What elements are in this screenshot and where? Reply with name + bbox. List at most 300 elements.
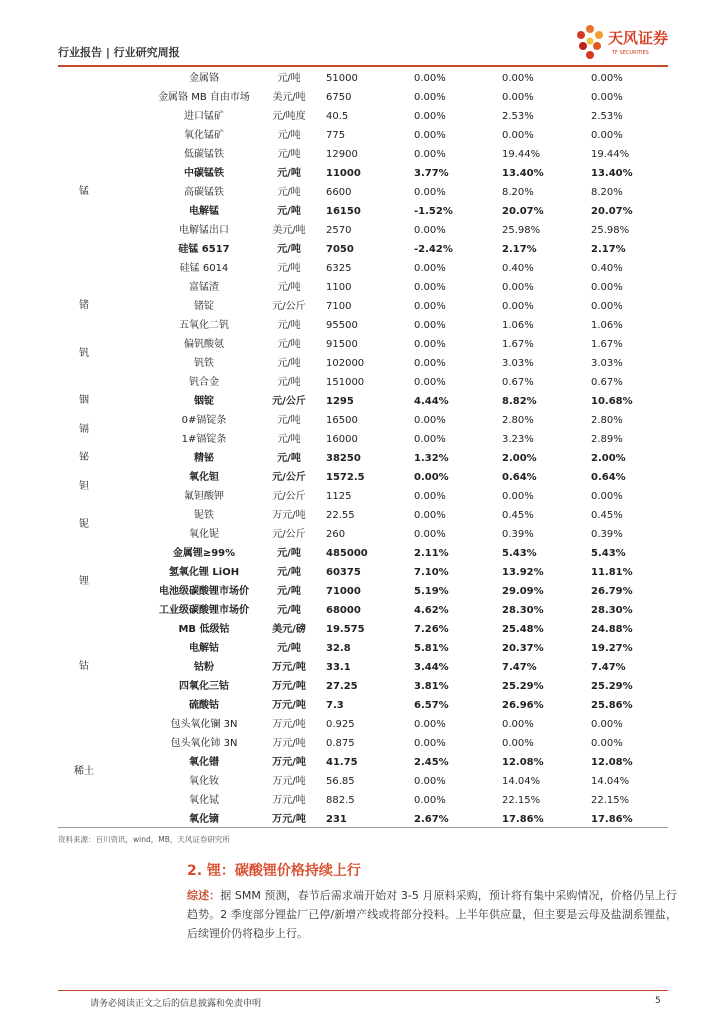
monthly-change-cell: 22.15% xyxy=(502,795,541,806)
unit-cell: 元/公斤 xyxy=(272,529,306,540)
weekly-change-cell: 1.32% xyxy=(414,453,449,464)
ytd-change-cell: 28.30% xyxy=(591,605,633,616)
table-row xyxy=(58,753,668,772)
product-name-cell: 氧化镨 xyxy=(189,757,219,768)
ytd-change-cell: 0.67% xyxy=(591,377,623,388)
price-cell: 1295 xyxy=(326,396,354,407)
table-row xyxy=(58,88,668,107)
category-label: 镉 xyxy=(79,423,89,435)
ytd-change-cell: 22.15% xyxy=(591,795,630,806)
price-cell: 91500 xyxy=(326,339,358,350)
category-label: 铌 xyxy=(79,518,89,530)
unit-cell: 元/吨 xyxy=(277,320,301,331)
ytd-change-cell: 2.53% xyxy=(591,111,623,122)
unit-cell: 万元/吨 xyxy=(272,700,306,711)
weekly-change-cell: 0.00% xyxy=(414,187,446,198)
table-row xyxy=(58,335,668,354)
weekly-change-cell: 0.00% xyxy=(414,149,446,160)
weekly-change-cell: 0.00% xyxy=(414,472,449,483)
monthly-change-cell: 0.00% xyxy=(502,738,534,749)
price-cell: 60375 xyxy=(326,567,361,578)
unit-cell: 元/吨 xyxy=(277,206,301,217)
weekly-change-cell: 5.19% xyxy=(414,586,449,597)
ytd-change-cell: 25.98% xyxy=(591,225,630,236)
table-row xyxy=(58,202,668,221)
weekly-change-cell: 0.00% xyxy=(414,795,446,806)
weekly-change-cell: -1.52% xyxy=(414,206,453,217)
price-cell: 16500 xyxy=(326,415,358,426)
monthly-change-cell: 7.47% xyxy=(502,662,537,673)
table-row xyxy=(58,69,668,88)
unit-cell: 美元/磅 xyxy=(272,624,306,635)
monthly-change-cell: 3.03% xyxy=(502,358,534,369)
product-name-cell: 偏钒酸氨 xyxy=(184,339,224,350)
table-row xyxy=(58,411,668,430)
table-row xyxy=(58,487,668,506)
ytd-change-cell: 5.43% xyxy=(591,548,626,559)
weekly-change-cell: 0.00% xyxy=(414,491,446,502)
weekly-change-cell: 0.00% xyxy=(414,282,446,293)
weekly-change-cell: 6.57% xyxy=(414,700,449,711)
product-name-cell: 硅锰 6517 xyxy=(178,244,230,255)
weekly-change-cell: 4.44% xyxy=(414,396,449,407)
monthly-change-cell: 17.86% xyxy=(502,814,544,825)
price-cell: 231 xyxy=(326,814,347,825)
ytd-change-cell: 7.47% xyxy=(591,662,626,673)
monthly-change-cell: 19.44% xyxy=(502,149,541,160)
product-name-cell: 钴粉 xyxy=(194,662,214,673)
product-name-cell: 富锰渣 xyxy=(189,282,219,293)
product-name-cell: 电解锰 xyxy=(189,206,219,217)
ytd-change-cell: 19.27% xyxy=(591,643,633,654)
table-row xyxy=(58,582,668,601)
unit-cell: 元/吨 xyxy=(277,567,301,578)
ytd-change-cell: 1.67% xyxy=(591,339,623,350)
table-row xyxy=(58,601,668,620)
category-label: 锂 xyxy=(79,575,89,587)
category-label: 钽 xyxy=(79,480,89,492)
table-row xyxy=(58,392,668,411)
product-name-cell: 包头氧化镧 3N xyxy=(170,719,238,730)
monthly-change-cell: 0.00% xyxy=(502,130,534,141)
weekly-change-cell: 0.00% xyxy=(414,776,446,787)
price-cell: 16000 xyxy=(326,434,358,445)
unit-cell: 元/吨 xyxy=(277,187,301,198)
unit-cell: 元/吨 xyxy=(277,415,301,426)
category-label: 锗 xyxy=(79,300,89,311)
ytd-change-cell: 13.40% xyxy=(591,168,633,179)
unit-cell: 元/吨度 xyxy=(272,111,306,122)
ytd-change-cell: 20.07% xyxy=(591,206,633,217)
price-cell: 56.85 xyxy=(326,776,355,787)
header-title: 行业报告 | 行业研究周报 xyxy=(58,46,180,59)
weekly-change-cell: 4.62% xyxy=(414,605,449,616)
unit-cell: 美元/吨 xyxy=(272,225,306,236)
monthly-change-cell: 13.92% xyxy=(502,567,544,578)
weekly-change-cell: 3.81% xyxy=(414,681,449,692)
monthly-change-cell: 25.29% xyxy=(502,681,544,692)
logo-name: 天风证券 xyxy=(608,29,669,47)
table-row xyxy=(58,791,668,810)
ytd-change-cell: 0.00% xyxy=(591,282,623,293)
product-name-cell: MB 低级钴 xyxy=(178,624,230,635)
price-cell: 68000 xyxy=(326,605,361,616)
unit-cell: 元/吨 xyxy=(277,244,301,255)
ytd-change-cell: 2.80% xyxy=(591,415,623,426)
weekly-change-cell: 0.00% xyxy=(414,377,446,388)
unit-cell: 美元/吨 xyxy=(272,92,306,103)
unit-cell: 元/吨 xyxy=(277,358,301,369)
price-cell: 6600 xyxy=(326,187,352,198)
monthly-change-cell: 0.00% xyxy=(502,719,534,730)
footer-disclaimer: 请务必阅读正文之后的信息披露和免责申明 xyxy=(90,999,262,1009)
product-name-cell: 金属铬 xyxy=(189,73,219,84)
price-cell: 7100 xyxy=(326,301,352,312)
price-cell: 6750 xyxy=(326,92,352,103)
price-cell: 7050 xyxy=(326,244,354,255)
monthly-change-cell: 25.48% xyxy=(502,624,544,635)
price-cell: 16150 xyxy=(326,206,361,217)
price-cell: 51000 xyxy=(326,73,358,84)
product-name-cell: 0#镉锭条 xyxy=(181,415,227,426)
unit-cell: 元/吨 xyxy=(277,339,301,350)
product-name-cell: 硅锰 6014 xyxy=(179,263,229,274)
product-name-cell: 电解钴 xyxy=(189,643,219,654)
table-row xyxy=(58,620,668,639)
product-name-cell: 氢氧化锂 LiOH xyxy=(168,567,240,578)
price-cell: 260 xyxy=(326,529,346,540)
product-name-cell: 铌铁 xyxy=(194,510,214,521)
price-cell: 41.75 xyxy=(326,757,358,768)
monthly-change-cell: 1.67% xyxy=(502,339,534,350)
unit-cell: 元/吨 xyxy=(277,130,301,141)
paragraph-lead: 综述： xyxy=(187,889,221,902)
table-row xyxy=(58,145,668,164)
monthly-change-cell: 29.09% xyxy=(502,586,544,597)
price-cell: 11000 xyxy=(326,168,361,179)
price-cell: 7.3 xyxy=(326,700,344,711)
weekly-change-cell: 0.00% xyxy=(414,73,446,84)
product-name-cell: 高碳锰铁 xyxy=(184,187,224,198)
weekly-change-cell: 0.00% xyxy=(414,320,446,331)
product-name-cell: 硫酸钴 xyxy=(189,700,219,711)
weekly-change-cell: 0.00% xyxy=(414,339,446,350)
table-row xyxy=(58,772,668,791)
ytd-change-cell: 0.64% xyxy=(591,472,626,483)
page-number: 5 xyxy=(655,996,661,1006)
ytd-change-cell: 2.17% xyxy=(591,244,626,255)
weekly-change-cell: 0.00% xyxy=(414,510,446,521)
table-row xyxy=(58,734,668,753)
table-row xyxy=(58,639,668,658)
monthly-change-cell: 20.07% xyxy=(502,206,544,217)
category-label: 钒 xyxy=(79,347,89,359)
unit-cell: 元/公斤 xyxy=(272,396,306,407)
ytd-change-cell: 10.68% xyxy=(591,396,633,407)
product-name-cell: 氧化钽 xyxy=(189,472,219,483)
monthly-change-cell: 0.39% xyxy=(502,529,534,540)
product-name-cell: 1#镉锭条 xyxy=(181,434,227,445)
monthly-change-cell: 13.40% xyxy=(502,168,544,179)
product-name-cell: 工业级碳酸锂市场价 xyxy=(159,605,249,616)
section-paragraph xyxy=(187,886,677,943)
unit-cell: 元/吨 xyxy=(277,149,301,160)
unit-cell: 元/吨 xyxy=(277,377,301,388)
table-row xyxy=(58,240,668,259)
price-cell: 71000 xyxy=(326,586,361,597)
unit-cell: 元/公斤 xyxy=(272,491,306,502)
table-row xyxy=(58,715,668,734)
ytd-change-cell: 2.89% xyxy=(591,434,623,445)
price-cell: 0.875 xyxy=(326,738,355,749)
weekly-change-cell: 2.11% xyxy=(414,548,449,559)
monthly-change-cell: 8.20% xyxy=(502,187,534,198)
price-cell: 27.25 xyxy=(326,681,358,692)
ytd-change-cell: 0.00% xyxy=(591,719,623,730)
price-cell: 33.1 xyxy=(326,662,351,673)
product-name-cell: 金属锂≥99% xyxy=(172,548,236,559)
monthly-change-cell: 2.80% xyxy=(502,415,534,426)
ytd-change-cell: 8.20% xyxy=(591,187,623,198)
product-name-cell: 电池级碳酸锂市场价 xyxy=(159,586,249,597)
product-name-cell: 氧化钕 xyxy=(189,776,219,787)
category-label: 锰 xyxy=(79,186,89,197)
weekly-change-cell: 0.00% xyxy=(414,130,446,141)
unit-cell: 元/吨 xyxy=(277,548,301,559)
monthly-change-cell: 0.67% xyxy=(502,377,534,388)
paragraph-body: 据 SMM 预测，春节后需求端开始对 3-5 月原料采购，预计将有集中采购情况，价格仍呈上行趋势。2 季度部分锂盐厂已停/新增产线或将部分投料。上半年供应量，但主要是云母及盐湖系锂盐，后续锂价仍将稳步上行。 xyxy=(187,889,678,940)
table-row xyxy=(58,449,668,468)
product-name-cell: 金属铬 MB 自由市场 xyxy=(158,92,250,103)
weekly-change-cell: 0.00% xyxy=(414,738,446,749)
unit-cell: 元/公斤 xyxy=(272,301,306,312)
ytd-change-cell: 0.00% xyxy=(591,491,623,502)
unit-cell: 元/吨 xyxy=(277,434,301,445)
weekly-change-cell: 2.45% xyxy=(414,757,449,768)
unit-cell: 元/吨 xyxy=(277,586,301,597)
monthly-change-cell: 8.82% xyxy=(502,396,537,407)
ytd-change-cell: 1.06% xyxy=(591,320,623,331)
price-cell: 6325 xyxy=(326,263,352,274)
monthly-change-cell: 2.53% xyxy=(502,111,534,122)
price-cell: 32.8 xyxy=(326,643,351,654)
table-bottom-rule xyxy=(58,827,668,828)
monthly-change-cell: 25.98% xyxy=(502,225,541,236)
unit-cell: 元/吨 xyxy=(277,282,301,293)
unit-cell: 元/吨 xyxy=(277,605,301,616)
table-row xyxy=(58,278,668,297)
unit-cell: 万元/吨 xyxy=(272,776,306,787)
table-row xyxy=(58,221,668,240)
price-cell: 1100 xyxy=(326,282,352,293)
ytd-change-cell: 14.04% xyxy=(591,776,630,787)
category-label: 钴 xyxy=(79,661,89,672)
monthly-change-cell: 0.00% xyxy=(502,73,534,84)
table-row xyxy=(58,107,668,126)
weekly-change-cell: 0.00% xyxy=(414,225,446,236)
product-name-cell: 氧化镝 xyxy=(189,814,219,825)
weekly-change-cell: 0.00% xyxy=(414,263,446,274)
monthly-change-cell: 2.17% xyxy=(502,244,537,255)
ytd-change-cell: 24.88% xyxy=(591,624,633,635)
category-label: 铋 xyxy=(79,452,89,463)
product-name-cell: 包头氧化铈 3N xyxy=(170,738,238,749)
weekly-change-cell: 3.77% xyxy=(414,168,449,179)
table-row xyxy=(58,183,668,202)
table-row xyxy=(58,297,668,316)
product-name-cell: 钒合金 xyxy=(189,377,219,388)
logo-english: TF SECURITIES xyxy=(612,50,649,56)
product-name-cell: 铟锭 xyxy=(194,396,214,407)
table-row xyxy=(58,316,668,335)
product-name-cell: 氟钽酸钾 xyxy=(184,491,224,502)
table-row xyxy=(58,563,668,582)
monthly-change-cell: 3.23% xyxy=(502,434,534,445)
monthly-change-cell: 0.00% xyxy=(502,282,534,293)
monthly-change-cell: 0.45% xyxy=(502,510,534,521)
monthly-change-cell: 0.00% xyxy=(502,92,534,103)
price-cell: 22.55 xyxy=(326,510,355,521)
price-cell: 19.575 xyxy=(326,624,365,635)
ytd-change-cell: 0.39% xyxy=(591,529,623,540)
price-cell: 882.5 xyxy=(326,795,355,806)
monthly-change-cell: 0.00% xyxy=(502,491,534,502)
ytd-change-cell: 19.44% xyxy=(591,149,630,160)
table-row xyxy=(58,544,668,563)
weekly-change-cell: 2.67% xyxy=(414,814,449,825)
unit-cell: 元/吨 xyxy=(277,453,301,464)
category-label: 稀土 xyxy=(74,765,94,777)
price-cell: 151000 xyxy=(326,377,365,388)
table-row xyxy=(58,658,668,677)
ytd-change-cell: 0.00% xyxy=(591,73,623,84)
price-cell: 0.925 xyxy=(326,719,355,730)
product-name-cell: 氧化铽 xyxy=(189,795,219,806)
product-name-cell: 氧化铌 xyxy=(189,529,219,540)
price-cell: 485000 xyxy=(326,548,368,559)
weekly-change-cell: 7.10% xyxy=(414,567,449,578)
weekly-change-cell: 0.00% xyxy=(414,434,446,445)
ytd-change-cell: 0.00% xyxy=(591,301,623,312)
product-name-cell: 五氧化二钒 xyxy=(179,320,229,331)
weekly-change-cell: 7.26% xyxy=(414,624,449,635)
price-cell: 2570 xyxy=(326,225,352,236)
table-source: 资料来源：百川资讯，wind，MB，天风证券研究所 xyxy=(58,835,230,844)
price-cell: 102000 xyxy=(326,358,365,369)
ytd-change-cell: 0.00% xyxy=(591,130,623,141)
monthly-change-cell: 28.30% xyxy=(502,605,544,616)
table-row xyxy=(58,373,668,392)
monthly-change-cell: 12.08% xyxy=(502,757,544,768)
monthly-change-cell: 2.00% xyxy=(502,453,537,464)
ytd-change-cell: 12.08% xyxy=(591,757,633,768)
unit-cell: 万元/吨 xyxy=(272,738,306,749)
unit-cell: 元/吨 xyxy=(277,643,301,654)
table-row xyxy=(58,696,668,715)
unit-cell: 元/吨 xyxy=(277,73,301,84)
unit-cell: 万元/吨 xyxy=(272,795,306,806)
product-name-cell: 精铋 xyxy=(194,453,214,464)
unit-cell: 万元/吨 xyxy=(272,510,306,521)
price-cell: 12900 xyxy=(326,149,358,160)
weekly-change-cell: 0.00% xyxy=(414,529,446,540)
unit-cell: 元/公斤 xyxy=(272,472,306,483)
weekly-change-cell: 0.00% xyxy=(414,92,446,103)
monthly-change-cell: 1.06% xyxy=(502,320,534,331)
weekly-change-cell: 0.00% xyxy=(414,719,446,730)
table-row xyxy=(58,164,668,183)
price-cell: 775 xyxy=(326,130,346,141)
price-cell: 1125 xyxy=(326,491,352,502)
weekly-change-cell: 5.81% xyxy=(414,643,449,654)
product-name-cell: 锗锭 xyxy=(194,301,214,312)
ytd-change-cell: 0.40% xyxy=(591,263,623,274)
product-name-cell: 电解锰出口 xyxy=(179,225,229,236)
table-row xyxy=(58,677,668,696)
ytd-change-cell: 11.81% xyxy=(591,567,633,578)
monthly-change-cell: 5.43% xyxy=(502,548,537,559)
table-row xyxy=(58,506,668,525)
monthly-change-cell: 0.00% xyxy=(502,301,534,312)
weekly-change-cell: 0.00% xyxy=(414,358,446,369)
ytd-change-cell: 2.00% xyxy=(591,453,626,464)
unit-cell: 万元/吨 xyxy=(272,681,306,692)
monthly-change-cell: 0.64% xyxy=(502,472,537,483)
price-cell: 40.5 xyxy=(326,111,349,122)
table-row xyxy=(58,525,668,544)
unit-cell: 元/吨 xyxy=(277,168,301,179)
section-title: 2. 锂：碳酸锂价格持续上行 xyxy=(187,863,361,879)
weekly-change-cell: -2.42% xyxy=(414,244,453,255)
unit-cell: 万元/吨 xyxy=(272,757,306,768)
table-row xyxy=(58,126,668,145)
category-label: 铟 xyxy=(79,395,89,406)
ytd-change-cell: 0.00% xyxy=(591,92,623,103)
price-cell: 1572.5 xyxy=(326,472,365,483)
weekly-change-cell: 0.00% xyxy=(414,301,446,312)
product-name-cell: 进口锰矿 xyxy=(184,111,224,122)
monthly-change-cell: 14.04% xyxy=(502,776,541,787)
unit-cell: 万元/吨 xyxy=(272,719,306,730)
product-name-cell: 低碳锰铁 xyxy=(184,149,224,160)
unit-cell: 万元/吨 xyxy=(272,662,306,673)
company-logo xyxy=(572,22,682,66)
weekly-change-cell: 3.44% xyxy=(414,662,449,673)
weekly-change-cell: 0.00% xyxy=(414,415,446,426)
product-name-cell: 四氧化三钴 xyxy=(179,681,229,692)
footer-divider xyxy=(58,990,668,991)
table-row xyxy=(58,259,668,278)
table-row xyxy=(58,468,668,487)
ytd-change-cell: 0.45% xyxy=(591,510,623,521)
product-name-cell: 钒铁 xyxy=(194,358,214,369)
unit-cell: 万元/吨 xyxy=(272,814,306,825)
ytd-change-cell: 25.86% xyxy=(591,700,633,711)
ytd-change-cell: 26.79% xyxy=(591,586,633,597)
monthly-change-cell: 26.96% xyxy=(502,700,544,711)
table-row xyxy=(58,354,668,373)
price-cell: 95500 xyxy=(326,320,358,331)
unit-cell: 元/吨 xyxy=(277,263,301,274)
logo-flower-icon xyxy=(572,22,608,62)
table-row xyxy=(58,430,668,449)
ytd-change-cell: 3.03% xyxy=(591,358,623,369)
ytd-change-cell: 17.86% xyxy=(591,814,633,825)
monthly-change-cell: 0.40% xyxy=(502,263,534,274)
price-cell: 38250 xyxy=(326,453,361,464)
header-divider xyxy=(58,65,668,67)
monthly-change-cell: 20.37% xyxy=(502,643,544,654)
